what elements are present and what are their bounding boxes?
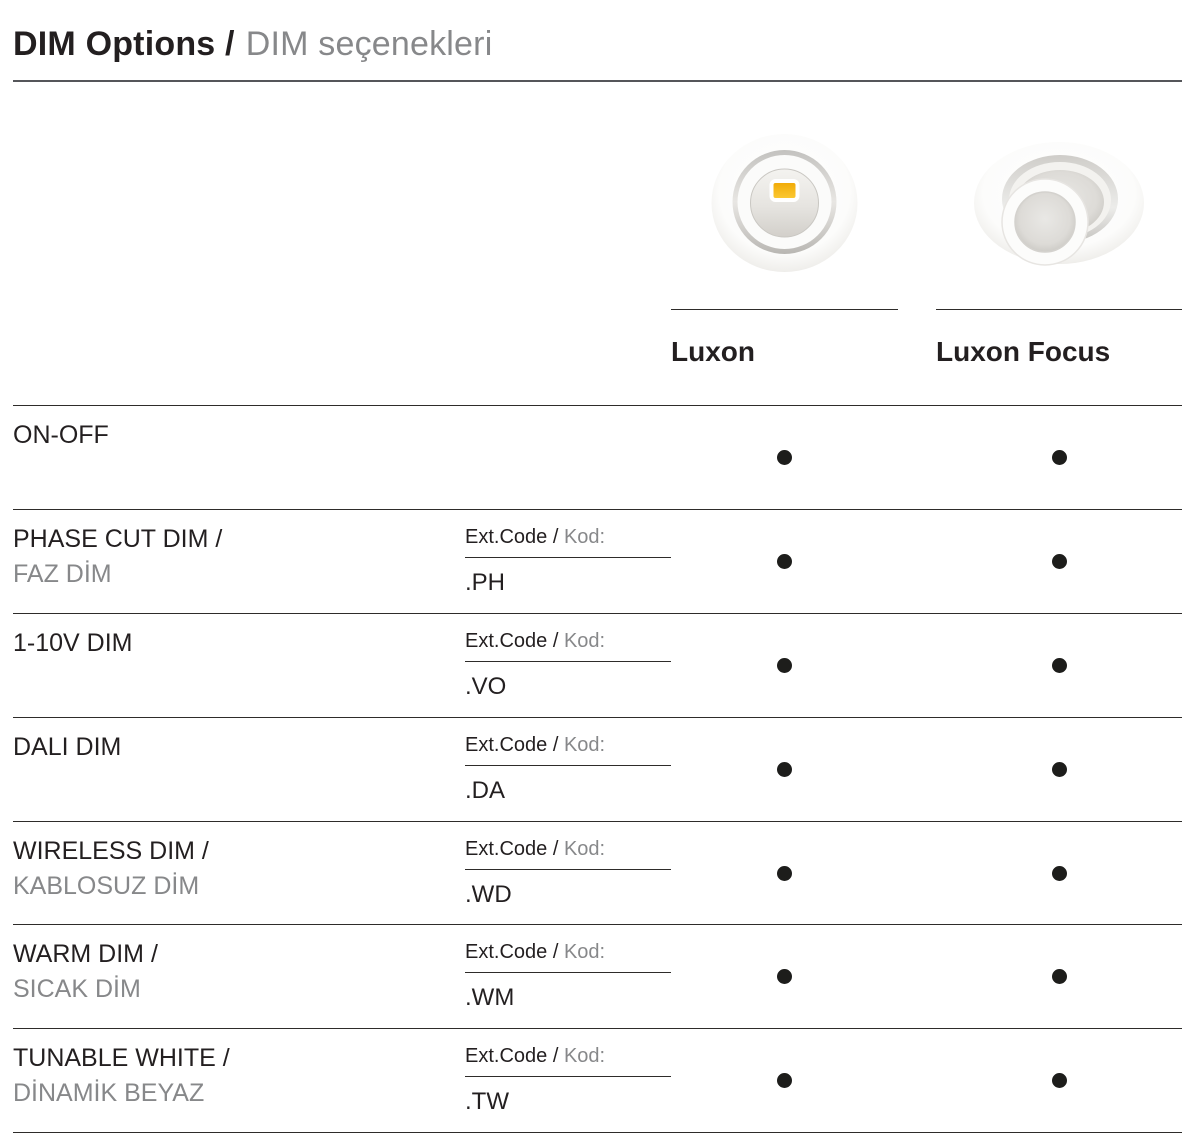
- option-name: WARM DIM /: [13, 940, 158, 969]
- ext-code-value: .PH: [465, 568, 506, 596]
- availability-dot-luxon: [777, 762, 792, 777]
- ext-code-value: .VO: [465, 672, 507, 700]
- ext-code-label: [465, 822, 671, 870]
- ext-code-label: [465, 925, 671, 973]
- ext-code-label-en: Ext.Code /: [465, 733, 559, 756]
- ext-code-label: [465, 510, 671, 558]
- ext-code-label-en: Ext.Code /: [465, 1045, 559, 1068]
- availability-dot-luxon-focus: [1052, 762, 1067, 777]
- table-row: [13, 405, 1182, 509]
- option-name-translation: DİNAMİK BEYAZ: [13, 1079, 205, 1108]
- availability-dot-luxon: [777, 554, 792, 569]
- ext-code-label-tr: Kod:: [563, 837, 606, 860]
- option-name: PHASE CUT DIM /: [13, 524, 223, 553]
- option-name: WIRELESS DIM /: [13, 836, 209, 865]
- page-title: [13, 0, 1182, 82]
- product-image-luxon-focus: [936, 82, 1182, 310]
- table-row: [13, 509, 1182, 613]
- option-name: ON-OFF: [13, 421, 109, 449]
- table-row: [13, 1028, 1182, 1132]
- product-name-luxon: Luxon: [671, 336, 755, 367]
- table-row: [13, 821, 1182, 925]
- luxon-downlight-photo: [711, 133, 858, 273]
- page-title-tr: DIM seçenekleri: [245, 24, 493, 63]
- table-row: [13, 613, 1182, 717]
- dim-options-table: [13, 405, 1182, 1133]
- option-name-translation: KABLOSUZ DİM: [13, 871, 200, 900]
- option-name-translation: SICAK DİM: [13, 975, 141, 1004]
- page-title-en: DIM Options /: [13, 24, 235, 63]
- ext-code-label: [465, 1029, 671, 1077]
- ext-code-label-en: Ext.Code /: [465, 837, 559, 860]
- option-name: 1-10V DIM: [13, 628, 133, 657]
- availability-dot-luxon: [777, 866, 792, 881]
- ext-code-label-tr: Kod:: [563, 941, 606, 964]
- option-name: DALI DIM: [13, 732, 122, 761]
- option-name-translation: FAZ DİM: [13, 559, 112, 588]
- product-image-luxon: [671, 82, 898, 310]
- availability-dot-luxon: [777, 450, 792, 465]
- availability-dot-luxon: [777, 969, 792, 984]
- ext-code-label: [465, 614, 671, 662]
- availability-dot-luxon: [777, 1073, 792, 1088]
- products-header: [13, 82, 1182, 405]
- luxon-focus-downlight-photo: [973, 141, 1145, 273]
- ext-code-label-tr: Kod:: [563, 525, 606, 548]
- ext-code-label-en: Ext.Code /: [465, 941, 559, 964]
- availability-dot-luxon-focus: [1052, 554, 1067, 569]
- ext-code-label-tr: Kod:: [563, 629, 606, 652]
- table-row: [13, 924, 1182, 1028]
- availability-dot-luxon: [777, 658, 792, 673]
- table-row: [13, 717, 1182, 821]
- ext-code-value: .DA: [465, 776, 506, 804]
- ext-code-value: .WM: [465, 984, 515, 1012]
- ext-code-label-en: Ext.Code /: [465, 525, 559, 548]
- availability-dot-luxon-focus: [1052, 1073, 1067, 1088]
- option-name: TUNABLE WHITE /: [13, 1044, 230, 1073]
- ext-code-label: [465, 718, 671, 766]
- ext-code-value: .WD: [465, 880, 512, 908]
- ext-code-value: .TW: [465, 1088, 509, 1116]
- availability-dot-luxon-focus: [1052, 450, 1067, 465]
- availability-dot-luxon-focus: [1052, 658, 1067, 673]
- availability-dot-luxon-focus: [1052, 969, 1067, 984]
- availability-dot-luxon-focus: [1052, 866, 1067, 881]
- ext-code-label-en: Ext.Code /: [465, 629, 559, 652]
- ext-code-label-tr: Kod:: [563, 733, 606, 756]
- ext-code-label-tr: Kod:: [563, 1045, 606, 1068]
- product-name-luxon-focus: Luxon Focus: [936, 336, 1111, 367]
